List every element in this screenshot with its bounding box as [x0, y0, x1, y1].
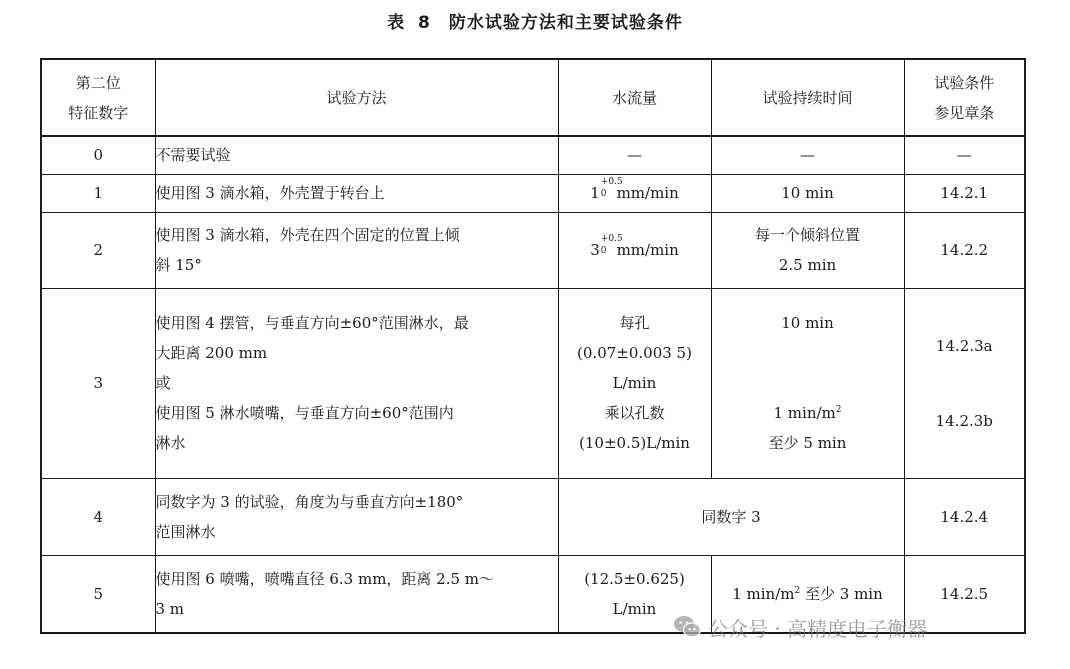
flow-unit: mm/min — [616, 184, 679, 202]
header-duration: 试验持续时间 — [711, 59, 904, 136]
cell-flow-duration-merged: 同数字 3 — [558, 478, 904, 555]
table-title: 表 8 防水试验方法和主要试验条件 — [387, 13, 683, 33]
header-method: 试验方法 — [155, 59, 558, 136]
duration-a: 10 min — [781, 314, 834, 332]
cell-method: 使用图 3 滴水箱，外壳在四个固定的位置上倾 斜 15° — [155, 212, 558, 288]
cell-digit: 0 — [41, 136, 155, 174]
cell-method: 使用图 6 喷嘴，喷嘴直径 6.3 mm，距离 2.5 m～ 3 m — [155, 555, 558, 633]
header-clause: 试验条件 参见章条 — [904, 59, 1025, 136]
cell-method: 不需要试验 — [155, 136, 558, 174]
table-row — [41, 288, 1025, 478]
duration-b: 1 $\min/m^2$ 至少 5 min — [768, 404, 847, 452]
cell-flow — [558, 212, 711, 288]
cell-clause: 14.2.4 — [904, 478, 1025, 555]
header-flow: 水流量 — [558, 59, 711, 136]
cell-flow: 每孔 (0.07±0.003 5) L/min 乘以孔数 (10±0.5)L/min — [558, 288, 711, 478]
table-row — [41, 478, 1025, 555]
cell-flow — [558, 174, 711, 212]
cell-digit: 2 — [41, 212, 155, 288]
cell-method: 同数字为 3 的试验，角度为与垂直方向±180° 范围淋水 — [155, 478, 558, 555]
header-digit: 第二位 特征数字 — [41, 59, 155, 136]
cell-method: 使用图 4 摆管，与垂直方向±60°范围淋水，最 大距离 200 mm 或 使用图 5 淋水喷嘴，与垂直方向±60°范围内 淋水 — [155, 288, 558, 478]
cell-flow: — — [558, 136, 711, 174]
flow-base: 1 — [590, 184, 600, 202]
table-row — [41, 136, 1025, 174]
cell-clause: 14.2.5 — [904, 555, 1025, 633]
flow-tolerance: +0.5 0 — [600, 234, 623, 256]
cell-digit: 5 — [41, 555, 155, 633]
cell-clause — [904, 288, 1025, 478]
table-row — [41, 212, 1025, 288]
flow-unit: mm/min — [616, 241, 679, 259]
cell-duration: 1 $\min/m^2$ 至少 3 min — [711, 555, 904, 633]
cell-clause: — — [904, 136, 1025, 174]
watermark-text: 公众号 · 高精度电子衡器 — [708, 616, 928, 641]
cell-duration: 10 min — [711, 174, 904, 212]
cell-digit: 4 — [41, 478, 155, 555]
header-row — [41, 59, 1025, 136]
flow-tolerance: +0.5 0 — [600, 177, 623, 199]
cell-duration: 每一个倾斜位置 2.5 min — [711, 212, 904, 288]
flow-base: 3 — [590, 241, 600, 259]
cell-digit: 3 — [41, 288, 155, 478]
waterproof-test-table — [40, 58, 1026, 634]
table-row — [41, 174, 1025, 212]
clause-b: 14.2.3b — [935, 411, 993, 430]
cell-duration — [711, 288, 904, 478]
cell-flow: (12.5±0.625) L/min — [558, 555, 711, 633]
cell-method: 使用图 3 滴水箱，外壳置于转台上 — [155, 174, 558, 212]
clause-a: 14.2.3a — [935, 336, 993, 355]
wechat-icon — [672, 614, 702, 640]
cell-clause: 14.2.1 — [904, 174, 1025, 212]
watermark — [672, 612, 927, 642]
cell-digit: 1 — [41, 174, 155, 212]
cell-duration: — — [711, 136, 904, 174]
cell-clause: 14.2.2 — [904, 212, 1025, 288]
